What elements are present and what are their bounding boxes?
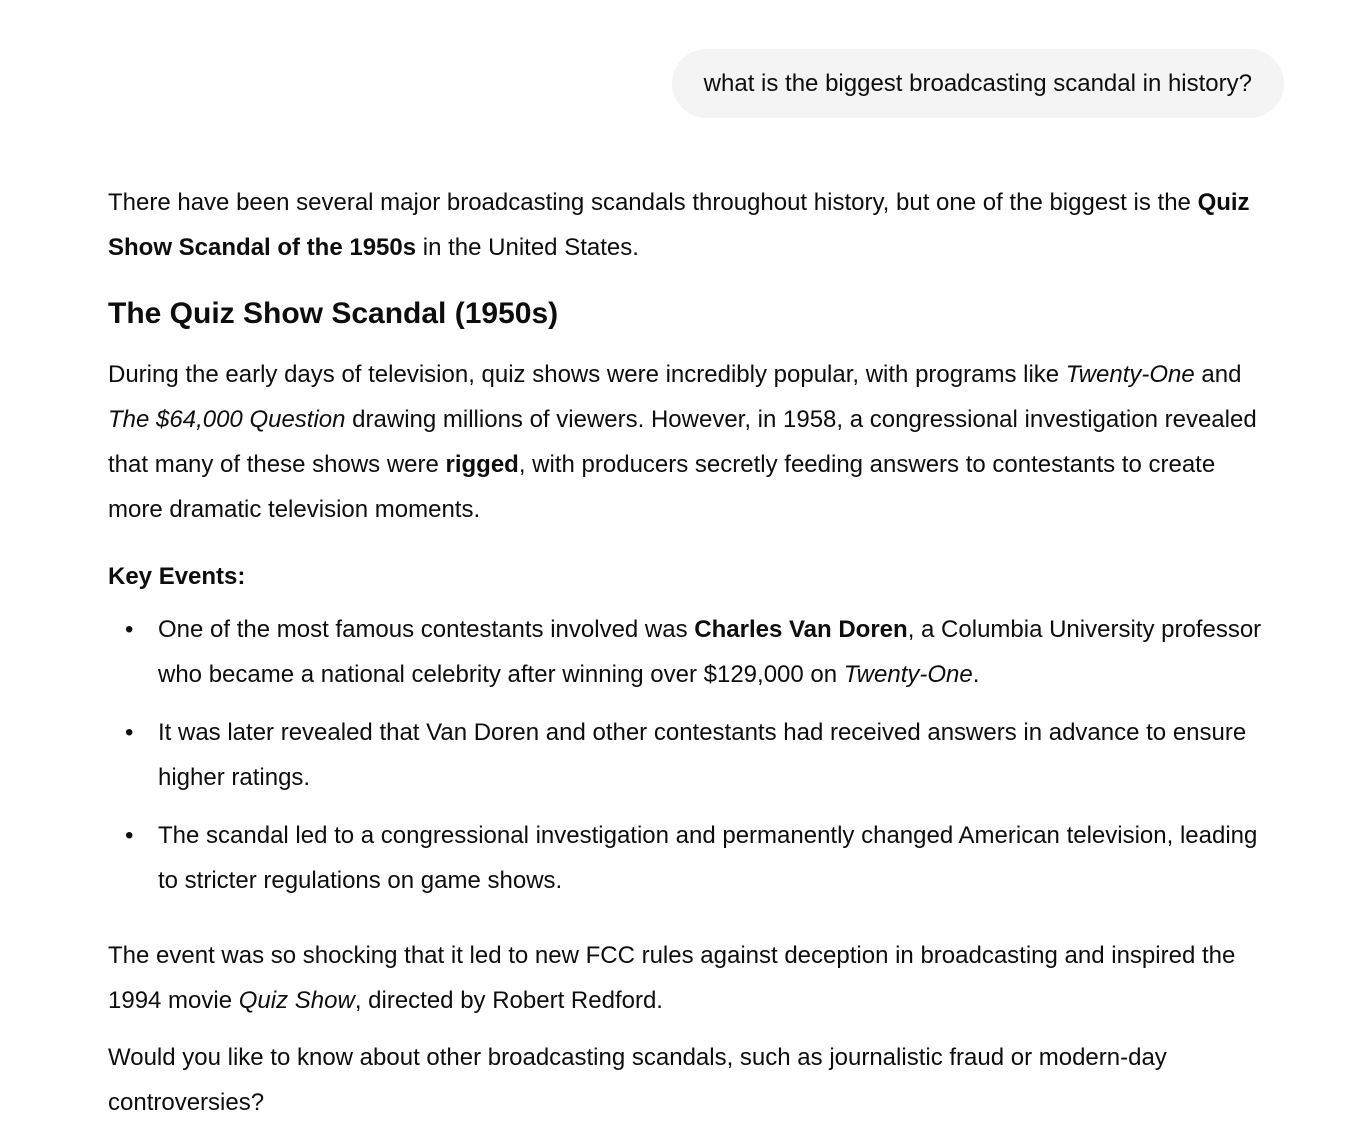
during-text-2: and — [1194, 361, 1242, 388]
bullet-1-bold-name: Charles Van Doren — [694, 616, 908, 643]
during-text-1: During the early days of television, quiz shows were incredibly popular, with programs like — [108, 361, 1066, 388]
assistant-response — [108, 180, 1273, 1125]
user-message-bubble — [672, 49, 1284, 118]
during-text-3: drawing millions of viewers. However, in 1958, a congressional investigation revealed that many of these shows were — [108, 406, 1257, 478]
intro-text-2: in the United States. — [416, 234, 639, 261]
intro-paragraph — [108, 180, 1273, 270]
bullet-2-text: It was later revealed that Van Doren and other contestants had received answers in advance to ensure higher ratings. — [158, 719, 1247, 791]
event-italic-movie: Quiz Show — [238, 987, 355, 1014]
section-heading: The Quiz Show Scandal (1950s) — [108, 297, 559, 330]
bullet-dot-icon: • — [125, 822, 134, 849]
user-message-text: what is the biggest broadcasting scandal in history? — [703, 70, 1252, 97]
during-paragraph — [108, 352, 1273, 532]
list-item — [125, 813, 1273, 903]
key-events-label: Key Events: — [108, 563, 246, 590]
list-item — [125, 710, 1273, 800]
intro-text-1: There have been several major broadcasting scandals throughout history, but one of the biggest is the — [108, 189, 1198, 216]
during-bold-rigged: rigged — [445, 451, 519, 478]
bullet-1-text-2: , a Columbia University professor who became a national celebrity after winning over $129,000 on — [158, 616, 1262, 688]
during-text-4: , with producers secretly feeding answers to contestants to create more dramatic television moments. — [108, 451, 1216, 523]
event-text-2: , directed by Robert Redford. — [354, 987, 663, 1014]
followup-question: Would you like to know about other broadcasting scandals, such as journalistic fraud or modern-day controversies? — [108, 1044, 1167, 1116]
bullet-1-text-1: One of the most famous contestants involved was — [158, 616, 695, 643]
list-item — [125, 607, 1273, 697]
event-text-1: The event was so shocking that it led to new FCC rules against deception in broadcasting and inspired the 1994 movie — [108, 942, 1236, 1014]
event-paragraph — [108, 933, 1273, 1023]
bullet-dot-icon: • — [125, 719, 134, 746]
bullet-dot-icon: • — [125, 616, 134, 643]
bullet-1-text-3: . — [972, 661, 980, 688]
bullet-1-italic-show: Twenty-One — [843, 661, 973, 688]
bullet-3-text: The scandal led to a congressional investigation and permanently changed American television, leading to stricter regulations on game shows. — [158, 822, 1258, 894]
during-italic-64000-question: The $64,000 Question — [108, 406, 346, 433]
key-events-list — [108, 607, 1273, 903]
intro-bold-scandal-name: Quiz Show Scandal of the 1950s — [108, 189, 1250, 261]
during-italic-twenty-one: Twenty-One — [1065, 361, 1195, 388]
